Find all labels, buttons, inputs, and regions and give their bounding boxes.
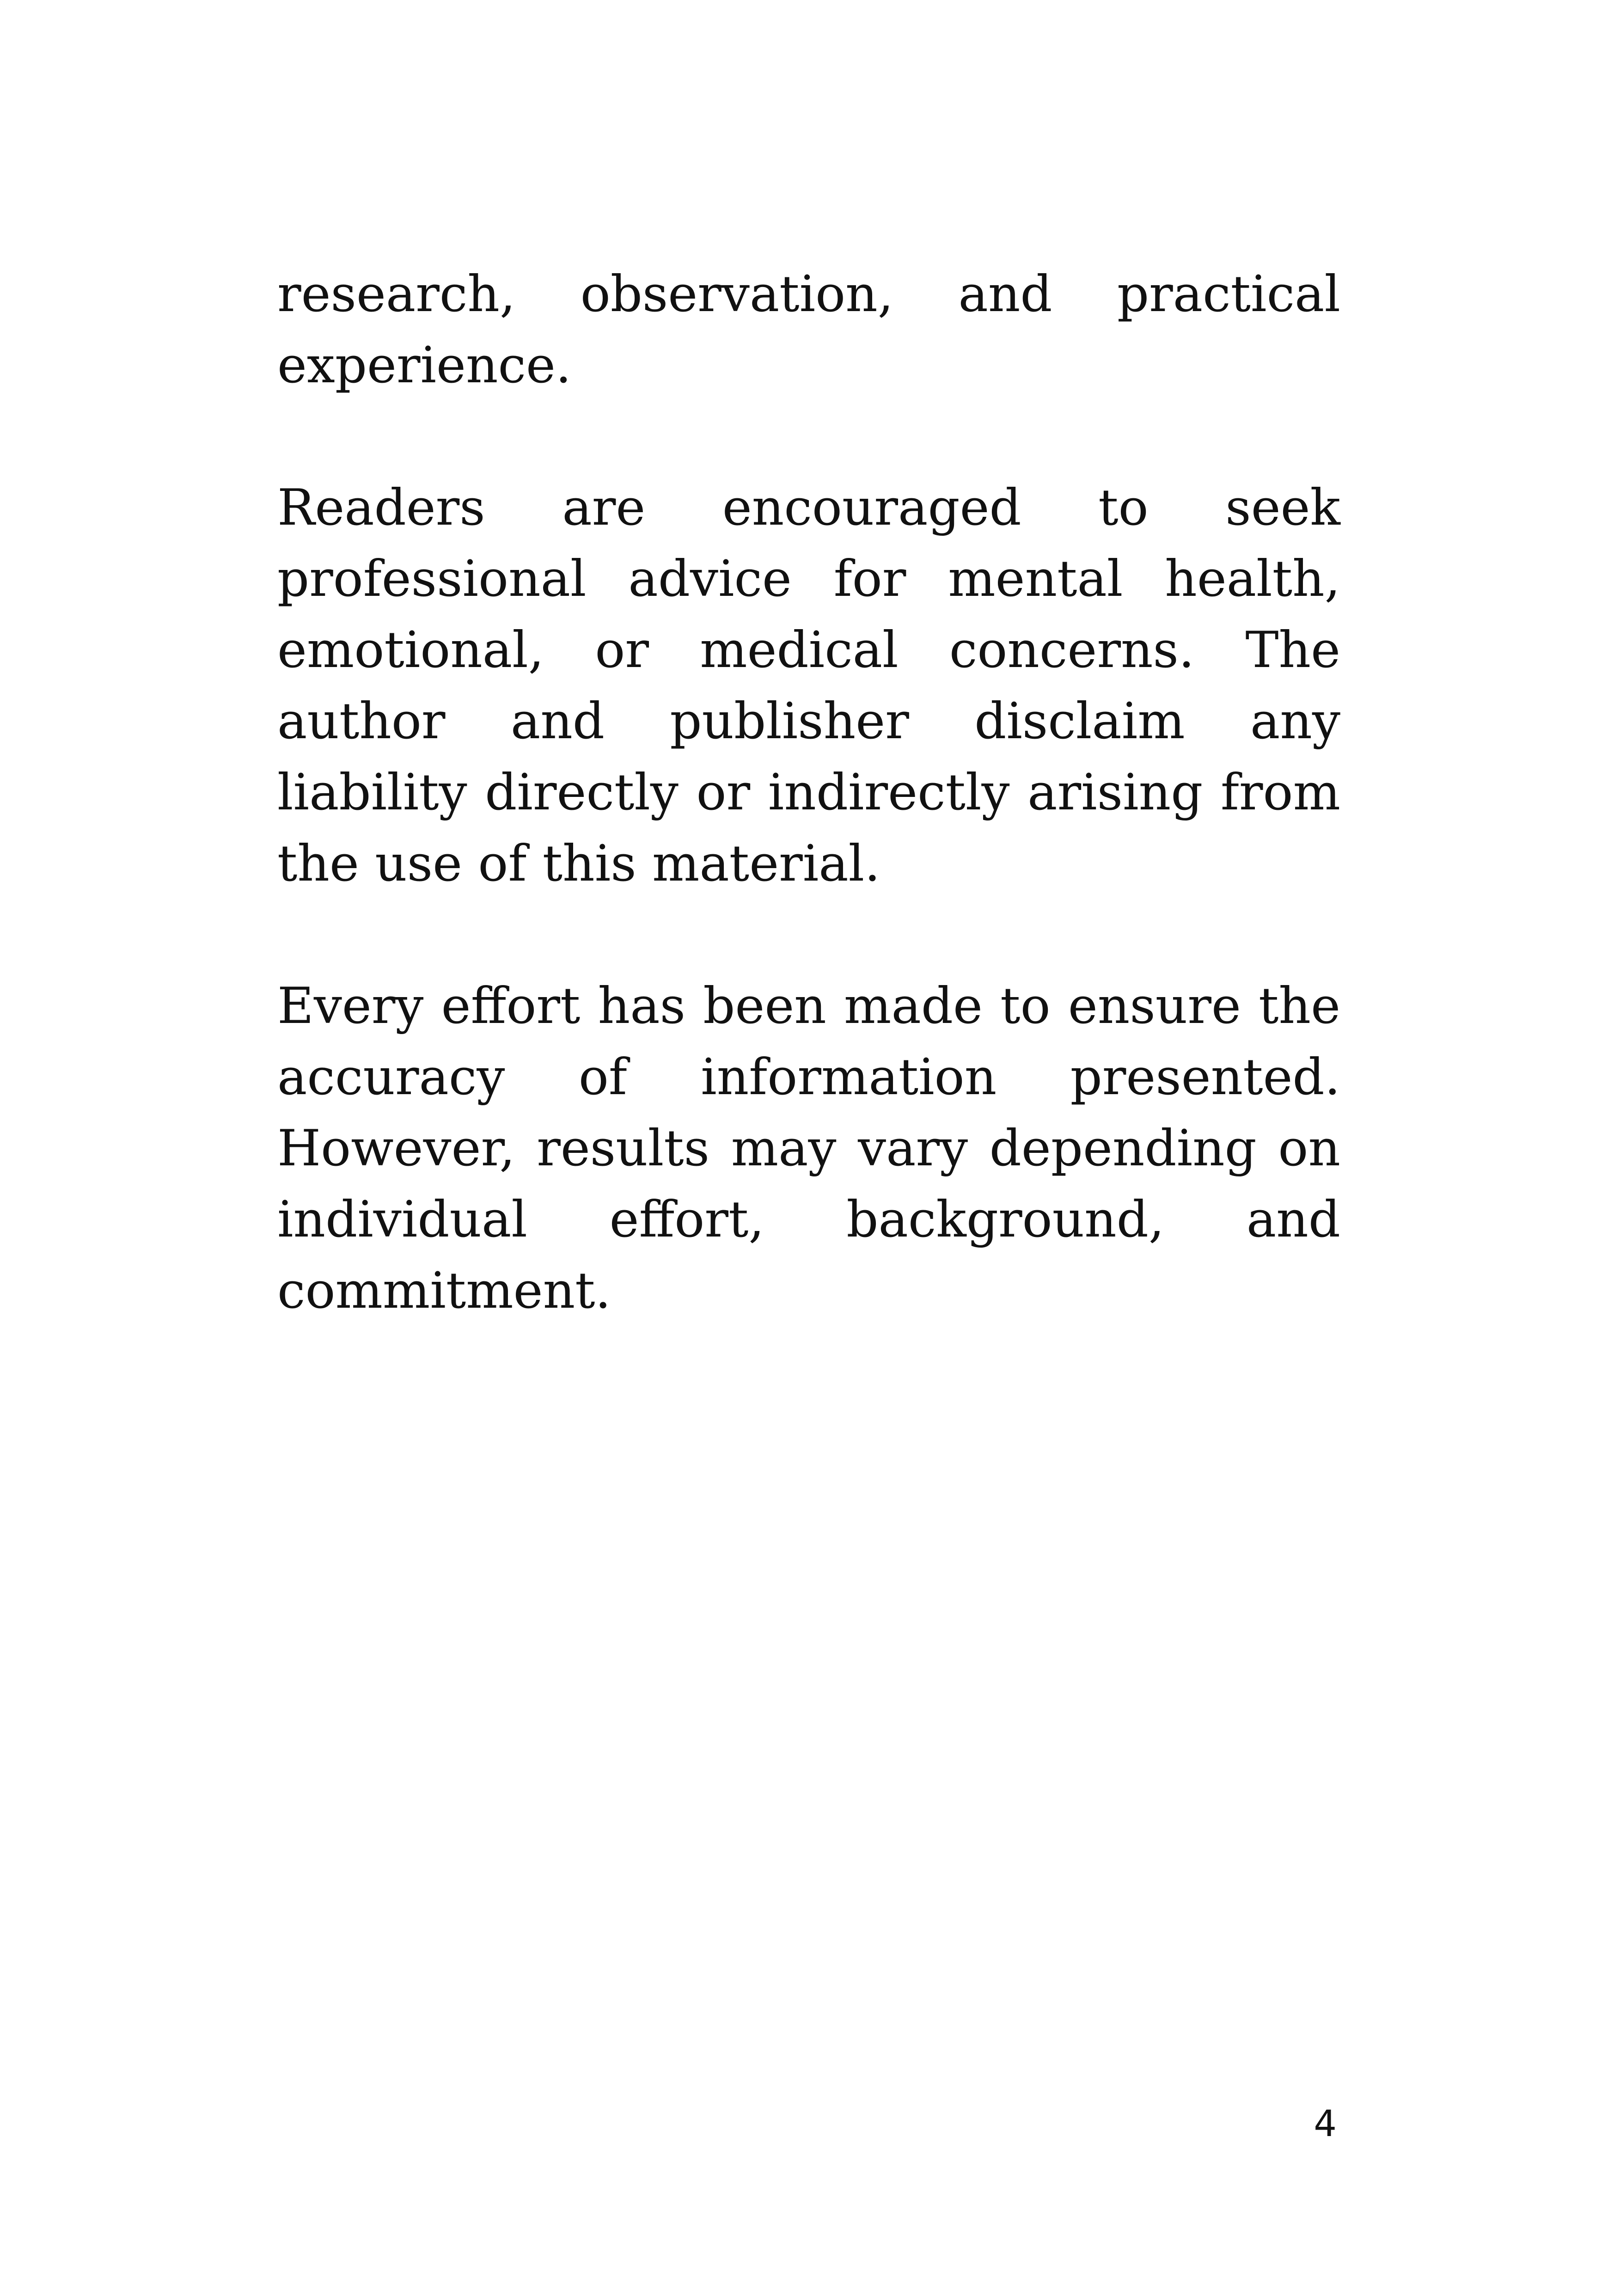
- paragraph-2: Readers are encouraged to seek professional advice for mental health, emotional, or medical concerns. The author and publisher disclaim any liability directly or indirectly arising from the use of this material.: [277, 479, 1340, 893]
- paragraph-3: Every effort has been made to ensure the accuracy of information presented. However, results may vary depending on individual effort, background, and commitment.: [277, 977, 1340, 1320]
- body-text: [277, 259, 1340, 1398]
- paragraph-1: research, observation, and practical experience.: [277, 265, 1340, 394]
- page-number: 4: [1314, 2103, 1337, 2145]
